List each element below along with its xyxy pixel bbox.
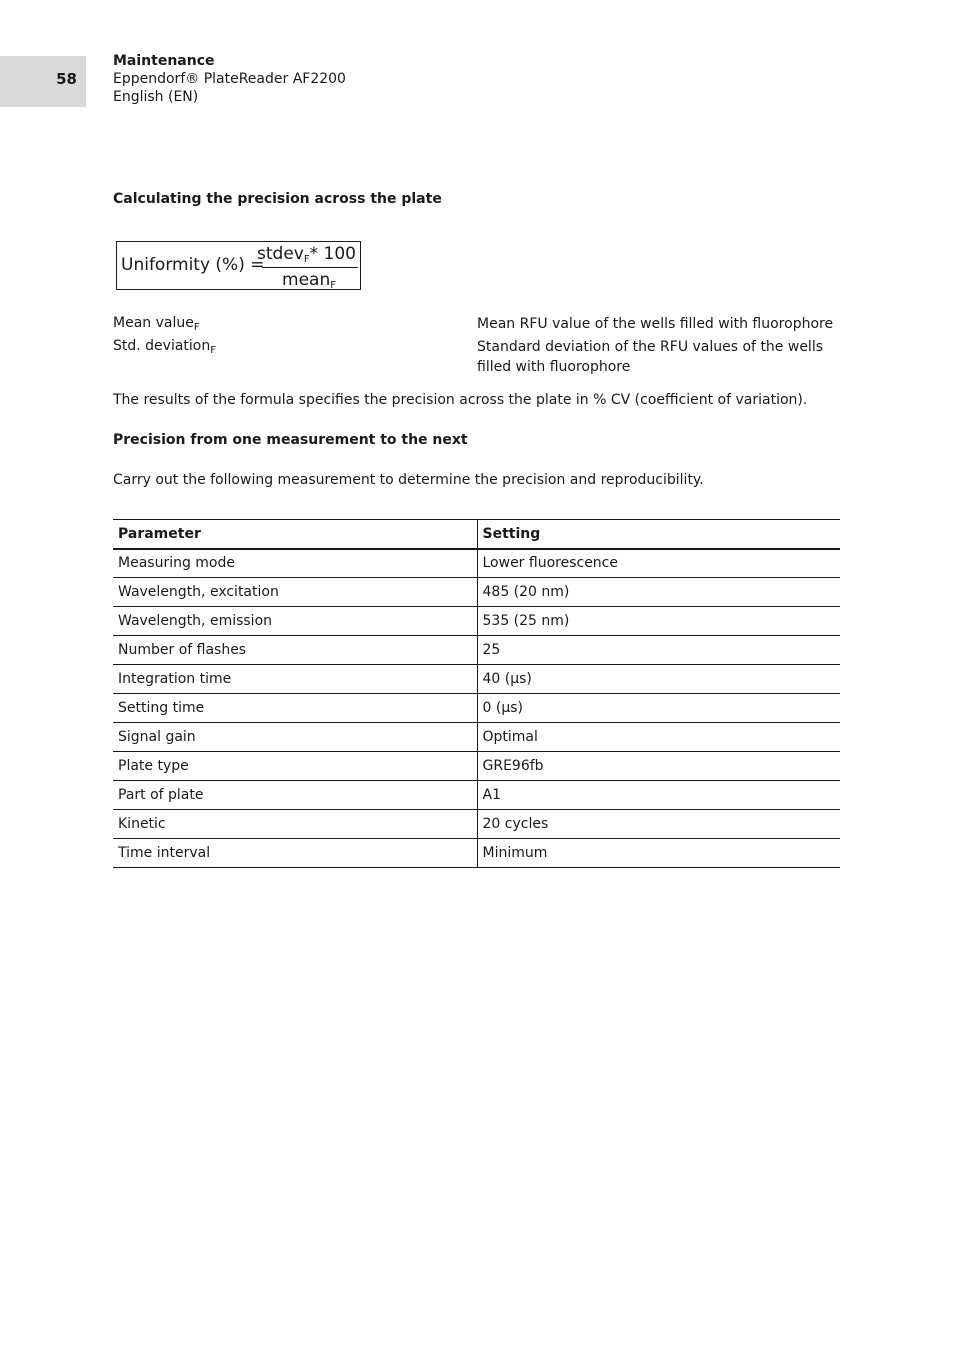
- parameter-cell: Measuring mode: [113, 549, 477, 578]
- parameter-cell: Wavelength, emission: [113, 607, 477, 636]
- table-header-row: [113, 520, 840, 549]
- formula-lhs: Uniformity (%) =: [121, 255, 265, 275]
- column-header-setting: Setting: [477, 520, 840, 549]
- setting-cell: Lower fluorescence: [477, 549, 840, 578]
- setting-cell: 25: [477, 636, 840, 665]
- header-product: Eppendorf® PlateReader AF2200: [113, 71, 346, 87]
- uniformity-formula: [116, 241, 361, 290]
- formula-numerator: stdev$_F$* 100: [257, 244, 356, 265]
- heading-precision-across-plate: Calculating the precision across the plate: [113, 191, 442, 207]
- definition-term-mean: Mean value$_F$: [113, 315, 200, 333]
- table-row: [113, 694, 840, 723]
- page-number-tab: [0, 56, 86, 107]
- setting-cell: Optimal: [477, 723, 840, 752]
- parameter-cell: Time interval: [113, 839, 477, 868]
- result-paragraph: The results of the formula specifies the precision across the plate in % CV (coefficient of variation).: [113, 392, 808, 408]
- table-row: [113, 607, 840, 636]
- setting-cell: A1: [477, 781, 840, 810]
- table-row: [113, 810, 840, 839]
- parameter-cell: Setting time: [113, 694, 477, 723]
- heading-precision-measurement: Precision from one measurement to the next: [113, 432, 468, 448]
- parameter-cell: Integration time: [113, 665, 477, 694]
- table-row: [113, 665, 840, 694]
- parameter-cell: Number of flashes: [113, 636, 477, 665]
- parameter-cell: Plate type: [113, 752, 477, 781]
- definition-desc-stddev: Standard deviation of the RFU values of the wells filled with fluorophore: [477, 339, 824, 375]
- formula-denominator: mean$_F$: [282, 270, 336, 291]
- setting-cell: 535 (25 nm): [477, 607, 840, 636]
- parameter-cell: Kinetic: [113, 810, 477, 839]
- setting-cell: GRE96fb: [477, 752, 840, 781]
- running-header: [113, 52, 346, 106]
- intro-paragraph: Carry out the following measurement to determine the precision and reproducibility.: [113, 472, 704, 488]
- measurement-parameters-table: [113, 519, 840, 868]
- parameter-cell: Wavelength, excitation: [113, 578, 477, 607]
- parameter-cell: Part of plate: [113, 781, 477, 810]
- table-row: [113, 549, 840, 578]
- definition-desc-mean: Mean RFU value of the wells filled with fluorophore: [477, 316, 834, 332]
- setting-cell: 0 (µs): [477, 694, 840, 723]
- column-header-parameter: Parameter: [113, 520, 477, 549]
- header-section: Maintenance: [113, 53, 215, 69]
- table-row: [113, 781, 840, 810]
- parameter-cell: Signal gain: [113, 723, 477, 752]
- fraction-bar: [262, 267, 358, 268]
- table-row: [113, 578, 840, 607]
- table-row: [113, 723, 840, 752]
- definition-term-stddev: Std. deviation$_F$: [113, 338, 216, 356]
- setting-cell: Minimum: [477, 839, 840, 868]
- setting-cell: 40 (µs): [477, 665, 840, 694]
- setting-cell: 485 (20 nm): [477, 578, 840, 607]
- header-language: English (EN): [113, 89, 199, 105]
- table-row: [113, 839, 840, 868]
- table-row: [113, 636, 840, 665]
- page-number: 58: [56, 70, 77, 88]
- table-row: [113, 752, 840, 781]
- setting-cell: 20 cycles: [477, 810, 840, 839]
